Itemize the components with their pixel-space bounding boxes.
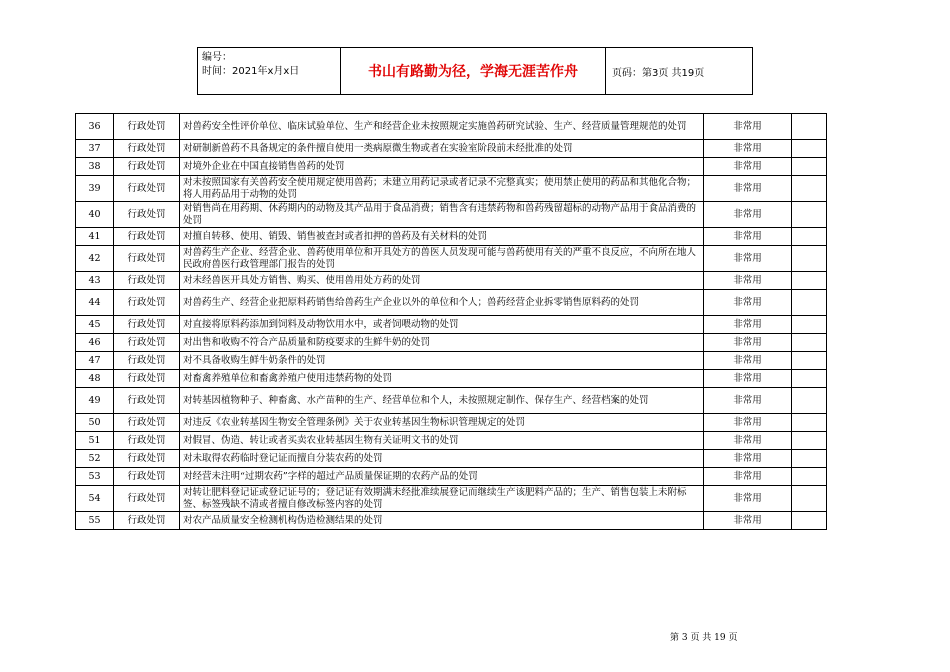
row-number: 40	[76, 202, 114, 228]
row-note	[792, 228, 827, 246]
row-frequency: 非常用	[704, 352, 792, 370]
table-row	[76, 334, 827, 352]
row-frequency: 非常用	[704, 246, 792, 272]
table-row	[76, 158, 827, 176]
row-item: 对经营未注明“过期农药”字样的超过产品质量保证期的农药产品的处罚	[180, 468, 704, 486]
table-row	[76, 272, 827, 290]
document-number-label: 编号：	[202, 52, 232, 63]
row-number: 53	[76, 468, 114, 486]
row-number: 41	[76, 228, 114, 246]
row-type: 行政处罚	[114, 158, 180, 176]
row-frequency: 非常用	[704, 512, 792, 530]
row-note	[792, 290, 827, 316]
row-item: 对兽药安全性评价单位、临床试验单位、生产和经营企业未按照规定实施兽药研究试验、生产、经营质量管理规范的处罚	[180, 114, 704, 140]
table-row	[76, 450, 827, 468]
row-type: 行政处罚	[114, 228, 180, 246]
row-note	[792, 246, 827, 272]
row-frequency: 非常用	[704, 486, 792, 512]
row-frequency: 非常用	[704, 316, 792, 334]
row-number: 47	[76, 352, 114, 370]
row-note	[792, 316, 827, 334]
table-row	[76, 114, 827, 140]
row-type: 行政处罚	[114, 272, 180, 290]
row-frequency: 非常用	[704, 334, 792, 352]
row-note	[792, 114, 827, 140]
row-item: 对兽药生产、经营企业把原料药销售给兽药生产企业以外的单位和个人；兽药经营企业拆零销售原料药的处罚	[180, 290, 704, 316]
table-row	[76, 290, 827, 316]
table-row	[76, 370, 827, 388]
row-frequency: 非常用	[704, 140, 792, 158]
row-frequency: 非常用	[704, 450, 792, 468]
row-frequency: 非常用	[704, 414, 792, 432]
row-note	[792, 140, 827, 158]
table-row	[76, 176, 827, 202]
row-number: 42	[76, 246, 114, 272]
page-footer: 第 3 页 共 19 页	[670, 633, 738, 643]
row-note	[792, 450, 827, 468]
row-note	[792, 388, 827, 414]
row-number: 45	[76, 316, 114, 334]
row-item: 对假冒、伪造、转让或者买卖农业转基因生物有关证明文书的处罚	[180, 432, 704, 450]
table-row	[76, 140, 827, 158]
table-row	[76, 512, 827, 530]
row-note	[792, 370, 827, 388]
row-type: 行政处罚	[114, 370, 180, 388]
row-type: 行政处罚	[114, 512, 180, 530]
row-number: 37	[76, 140, 114, 158]
row-item: 对未取得农药临时登记证而擅自分装农药的处罚	[180, 450, 704, 468]
row-note	[792, 468, 827, 486]
row-item: 对出售和收购不符合产品质量和防疫要求的生鲜牛奶的处罚	[180, 334, 704, 352]
row-type: 行政处罚	[114, 316, 180, 334]
row-item: 对畜禽养殖单位和畜禽养殖户使用违禁药物的处罚	[180, 370, 704, 388]
row-type: 行政处罚	[114, 450, 180, 468]
row-frequency: 非常用	[704, 176, 792, 202]
row-frequency: 非常用	[704, 114, 792, 140]
row-note	[792, 352, 827, 370]
table-row	[76, 202, 827, 228]
row-note	[792, 176, 827, 202]
table-row	[76, 228, 827, 246]
row-type: 行政处罚	[114, 290, 180, 316]
table-row	[76, 388, 827, 414]
row-number: 49	[76, 388, 114, 414]
row-type: 行政处罚	[114, 468, 180, 486]
row-item: 对兽药生产企业、经营企业、兽药使用单位和开具处方的兽医人员发现可能与兽药使用有关的严重不良反应，不向所在地人民政府兽医行政管理部门报告的处罚	[180, 246, 704, 272]
row-type: 行政处罚	[114, 334, 180, 352]
row-note	[792, 432, 827, 450]
row-type: 行政处罚	[114, 140, 180, 158]
row-item: 对违反《农业转基因生物安全管理条例》关于农业转基因生物标识管理规定的处罚	[180, 414, 704, 432]
row-number: 48	[76, 370, 114, 388]
table-row	[76, 246, 827, 272]
row-frequency: 非常用	[704, 468, 792, 486]
row-item: 对未按照国家有关兽药安全使用规定使用兽药；未建立用药记录或者记录不完整真实；使用禁止使用的药品和其他化合物；将人用药品用于动物的处罚	[180, 176, 704, 202]
page-header	[197, 47, 753, 95]
row-frequency: 非常用	[704, 290, 792, 316]
row-type: 行政处罚	[114, 432, 180, 450]
row-item: 对直接将原料药添加到饲料及动物饮用水中，或者饲喂动物的处罚	[180, 316, 704, 334]
table-row	[76, 316, 827, 334]
row-number: 36	[76, 114, 114, 140]
row-type: 行政处罚	[114, 114, 180, 140]
row-frequency: 非常用	[704, 158, 792, 176]
row-note	[792, 512, 827, 530]
row-item: 对销售尚在用药期、休药期内的动物及其产品用于食品消费；销售含有违禁药物和兽药残留超标的动物产品用于食品消费的处罚	[180, 202, 704, 228]
table-row	[76, 414, 827, 432]
row-item: 对擅自转移、使用、销毁、销售被查封或者扣押的兽药及有关材料的处罚	[180, 228, 704, 246]
row-note	[792, 486, 827, 512]
table-row	[76, 468, 827, 486]
row-type: 行政处罚	[114, 246, 180, 272]
row-type: 行政处罚	[114, 414, 180, 432]
row-number: 51	[76, 432, 114, 450]
penalty-table	[75, 113, 827, 530]
row-note	[792, 202, 827, 228]
row-frequency: 非常用	[704, 202, 792, 228]
row-note	[792, 272, 827, 290]
row-type: 行政处罚	[114, 486, 180, 512]
row-number: 52	[76, 450, 114, 468]
row-number: 44	[76, 290, 114, 316]
row-frequency: 非常用	[704, 228, 792, 246]
header-page-info: 页码：第3页 共19页	[612, 67, 705, 79]
row-note	[792, 334, 827, 352]
row-note	[792, 158, 827, 176]
row-number: 50	[76, 414, 114, 432]
row-item: 对转让肥料登记证或登记证号的；登记证有效期满未经批准续展登记而继续生产该肥料产品的；生产、销售包装上未附标签、标签残缺不清或者擅自修改标签内容的处罚	[180, 486, 704, 512]
header-motto: 书山有路勤为径，学海无涯苦作舟	[341, 48, 606, 94]
table-row	[76, 432, 827, 450]
row-number: 38	[76, 158, 114, 176]
table-row	[76, 352, 827, 370]
table-row	[76, 486, 827, 512]
row-note	[792, 414, 827, 432]
row-item: 对不具备收购生鲜牛奶条件的处罚	[180, 352, 704, 370]
row-item: 对农产品质量安全检测机构伪造检测结果的处罚	[180, 512, 704, 530]
row-frequency: 非常用	[704, 432, 792, 450]
row-number: 43	[76, 272, 114, 290]
row-type: 行政处罚	[114, 388, 180, 414]
row-item: 对未经兽医开具处方销售、购买、使用兽用处方药的处罚	[180, 272, 704, 290]
row-type: 行政处罚	[114, 352, 180, 370]
row-item: 对境外企业在中国直接销售兽药的处罚	[180, 158, 704, 176]
row-number: 46	[76, 334, 114, 352]
row-frequency: 非常用	[704, 370, 792, 388]
document-time: 时间：2021年x月x日	[202, 66, 300, 77]
row-number: 54	[76, 486, 114, 512]
row-item: 对转基因植物种子、种畜禽、水产苗种的生产、经营单位和个人，未按照规定制作、保存生产、经营档案的处罚	[180, 388, 704, 414]
row-number: 39	[76, 176, 114, 202]
row-frequency: 非常用	[704, 272, 792, 290]
row-type: 行政处罚	[114, 176, 180, 202]
row-item: 对研制新兽药不具备规定的条件擅自使用一类病原微生物或者在实验室阶段前未经批准的处罚	[180, 140, 704, 158]
header-meta	[198, 48, 341, 94]
row-number: 55	[76, 512, 114, 530]
row-frequency: 非常用	[704, 388, 792, 414]
row-type: 行政处罚	[114, 202, 180, 228]
